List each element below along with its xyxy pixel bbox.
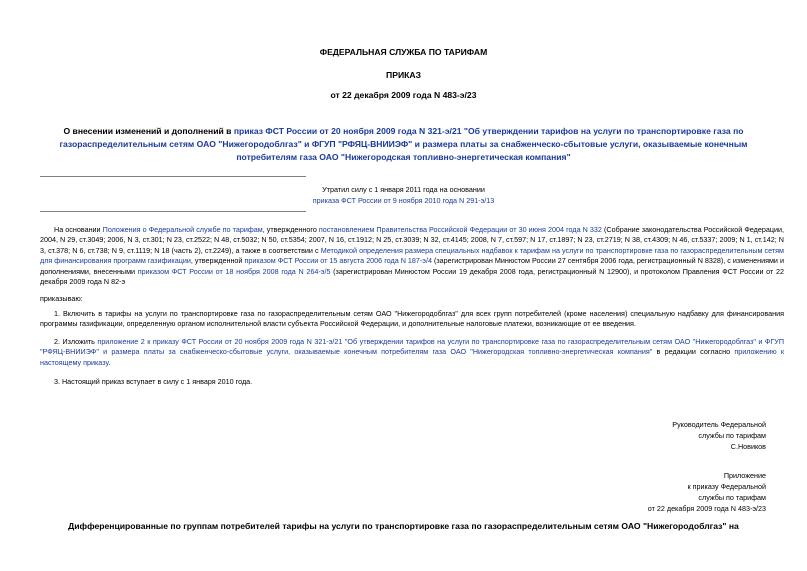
appendix-line-4: от 22 декабря 2009 года N 483-э/23 [647,504,766,514]
item-2 [40,337,784,368]
appendix-block [648,470,766,515]
order-187-link[interactable]: приказом ФСТ России от 15 августа 2006 года N 187-э/4 [244,256,432,266]
orders-word: приказываю: [40,294,83,303]
preamble-text-5: (зарегистрирован Минюстом России 27 сентября 2006 года, регистрационный N 8328), с изменениями и дополнениями, внесенными [40,256,784,276]
preamble-text-4: , утвержденной [190,256,245,266]
document-title [40,125,767,164]
status-note [0,184,807,206]
status-repeal-link[interactable]: приказа ФСТ России от 9 ноября 2010 года N 291-э/13 [312,196,495,206]
preamble-text-1: На основании [54,225,103,234]
status-text: Утратил силу с 1 января 2011 года на основании [322,185,485,194]
appendix-line-1: Приложение [723,471,766,480]
document-date-number: от 22 декабря 2009 года N 483-э/23 [330,90,477,100]
government-decree-link[interactable]: постановлением Правительства Российской Федерации от 30 июня 2004 года N 332 [318,225,602,234]
agency-name: ФЕДЕРАЛЬНАЯ СЛУЖБА ПО ТАРИФАМ [319,47,488,57]
item-2-text-2: в редакции согласно [652,347,735,357]
item-2-text-1: 2. Изложить [54,337,98,346]
status-divider-bottom [40,211,306,212]
title-order-link[interactable]: приказ ФСТ России от 20 ноября 2009 года N 321-э/21 "Об утверждении тарифов на услуги по транспортировке газа по газораспределительным сетям ОАО "Нижегородоблгаз" и ФГУП "РФЯЦ-ВНИИЭФ" и размера платы за снабженческо-сбытовые услуги, оказываемые конечным потребителям газа ОАО "Нижегородская топливно-энергетическая компания" [59,126,748,162]
item-1: 1. Включить в тарифы на услуги по транспортировке газа по газораспределительным сетям ОАО "Нижегородоблгаз" для всех групп потребителей (кроме населения) специальную надбавку для финансирования программы газификации, определенную органом исполнительной власти субъекта Российской Федерации, и дополнительные налоговые платежи, возникающие от ее введения. [40,309,784,329]
preamble-text-3: (Собрание законодательства Российской Федерации, 2004, N 29, ст.3049; 2006, N 3, ст.301; N 23, ст.2522; N 48, ст.5032; N 50, ст.5354; 2007, N 16, ст.1912; N 25, ст.3039; N 32, ст.4145; 2008, N 7, ст.597; N 17, ст.1897; N 23, ст.2719; N 38, ст.4309; N 46, ст.5337; 2009; N 1, ст.142; N 3, ст.378; N 6, ст.738; N 9, ст.1119; N 18 (часть 2), ст.2249), а также в соответствии с [40,225,784,255]
document-type: ПРИКАЗ [386,70,421,80]
status-divider-top [40,176,306,177]
signature-name: С.Новиков [730,442,766,452]
signature-line-2: службы по тарифам [698,431,766,441]
methodology-link[interactable]: Методикой определения размера специальных надбавок к тарифам на услуги по транспортировке газа по газораспределительным сетям для финансирования программ газификации [40,245,784,266]
appendix-line-3: службы по тарифам [698,493,766,503]
appendix-table-title: Дифференцированные по группам потребителей тарифы на услуги по транспортировке газа по газораспределительным сетям ОАО "Нижегородоблгаз" на [68,521,739,531]
item-3: 3. Настоящий приказ вступает в силу с 1 января 2010 года. [54,377,253,386]
appendix-2-link[interactable]: приложение 2 к приказу ФСТ России от 20 ноября 2009 года N 321-э/21 "Об утверждении тарифов на услуги по транспортировке газа по газораспределительным сетям ОАО "Нижегородоблгаз" и ФГУП "РФЯЦ-ВНИИЭФ" и размера платы за снабженческо-сбытовые услуги, оказываемые конечным потребителям газа ОАО "Нижегородская топливно-энергетическая компания" [40,337,784,357]
appendix-link[interactable]: приложению к настоящему приказу [40,347,784,367]
appendix-line-2: к приказу Федеральной [687,482,766,492]
preamble-paragraph [40,225,784,288]
signature-block [672,419,766,452]
order-264-link[interactable]: приказом ФСТ России от 18 ноября 2008 года N 264-э/5 [137,266,331,276]
title-lead: О внесении изменений и дополнений в [63,126,234,136]
item-2-text-3: . [108,357,111,367]
preamble-text-2: , утвержденного [262,225,319,234]
regulation-link[interactable]: Положения о Федеральной службе по тарифам [102,225,263,234]
preamble-text-6: (зарегистрирован Минюстом России 19 декабря 2008 года, регистрационный N 12900), и протоколом Правления ФСТ России от 22 декабря 2009 года N 82-э [40,266,784,287]
signature-line-1: Руководитель Федеральной [672,420,766,429]
